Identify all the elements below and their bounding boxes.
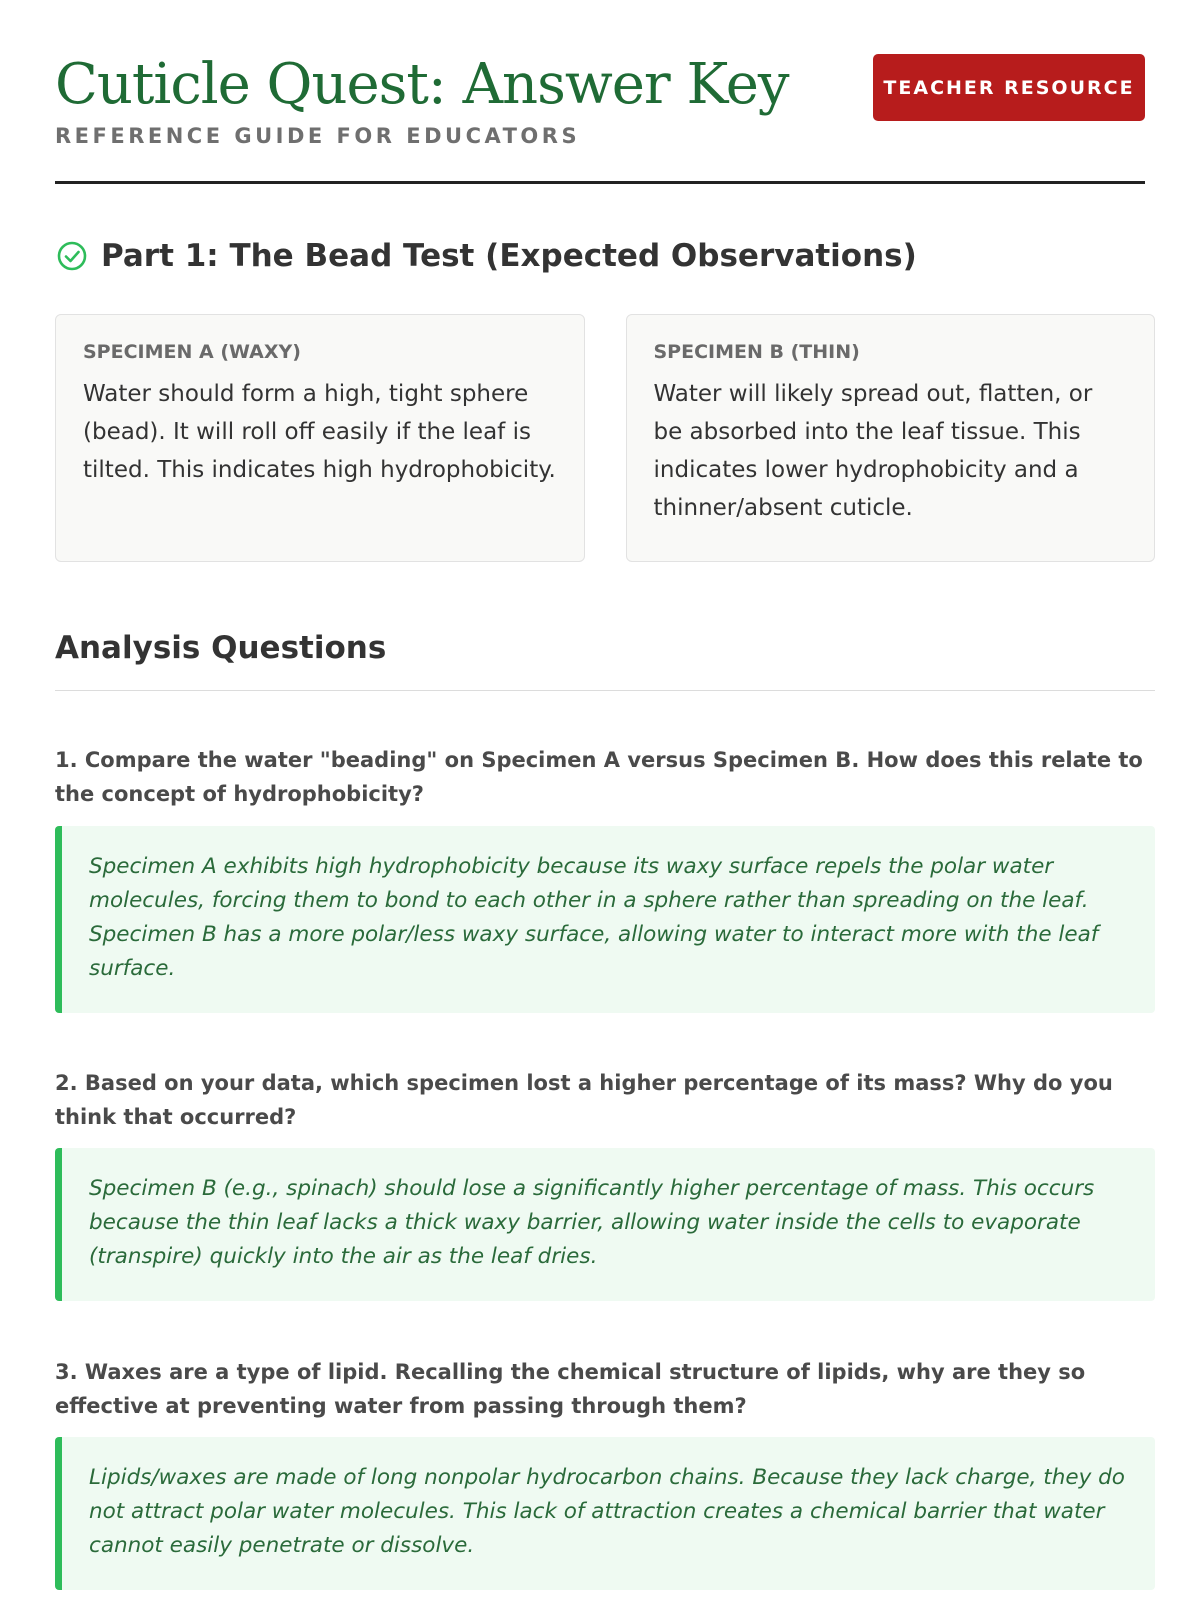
answer-3-box [55, 1437, 1155, 1590]
specimen-cards [55, 314, 1155, 562]
answer-2-text: Specimen B (e.g., spinach) should lose a significantly higher percentage of mass. This occurs because the thin leaf lacks a thick waxy barrier, allowing water inside the cells to evaporate (transpire) quickly into the air as the leaf dries. [89, 1176, 1095, 1269]
page-subtitle: REFERENCE GUIDE FOR EDUCATORS [55, 124, 581, 148]
specimen-a-text: Water should form a high, tight sphere (bead). It will roll off easily if the leaf is tilted. This indicates high hydrophobicity. [83, 381, 556, 483]
answer-1-box [55, 826, 1155, 1013]
teacher-resource-badge: TEACHER RESOURCE [873, 54, 1145, 121]
specimen-a-card [55, 314, 585, 562]
answer-1-text: Specimen A exhibits high hydrophobicity because its waxy surface repels the polar water molecules, forcing them to bond to each other in a sphere rather than spreading on the leaf. Specimen B has a more polar/less waxy surface, allowing water to interact more with the leaf surface. [89, 854, 1099, 981]
question-2: 2. Based on your data, which specimen lost a higher percentage of its mass? Why do you think that occurred? [55, 1071, 1113, 1129]
check-circle-icon [55, 239, 89, 273]
answer-3-text: Lipids/waxes are made of long nonpolar hydrocarbon chains. Because they lack charge, they do not attract polar water molecules. This lack of attraction creates a chemical barrier that water cannot easily penetrate or dissolve. [89, 1465, 1125, 1558]
specimen-a-label: SPECIMEN A (WAXY) [83, 341, 301, 363]
question-1: 1. Compare the water "beading" on Specimen A versus Specimen B. How does this relate to the concept of hydrophobicity? [55, 748, 1143, 806]
document-header [55, 0, 1145, 184]
specimen-b-label: SPECIMEN B (THIN) [653, 341, 860, 363]
part1-heading-text: Part 1: The Bead Test (Expected Observations) [101, 238, 917, 274]
specimen-b-text: Water will likely spread out, flatten, or be absorbed into the leaf tissue. This indicates lower hydrophobicity and a thinner/absent cuticle. [653, 381, 1093, 521]
part1-heading [55, 238, 917, 274]
question-3: 3. Waxes are a type of lipid. Recalling the chemical structure of lipids, why are they so effective at preventing water from passing through them? [55, 1360, 1086, 1418]
analysis-heading: Analysis Questions [55, 630, 387, 666]
specimen-b-card [626, 314, 1156, 562]
page-title: Cuticle Quest: Answer Key [55, 52, 789, 117]
answer-2-box [55, 1148, 1155, 1301]
analysis-divider [55, 690, 1155, 691]
